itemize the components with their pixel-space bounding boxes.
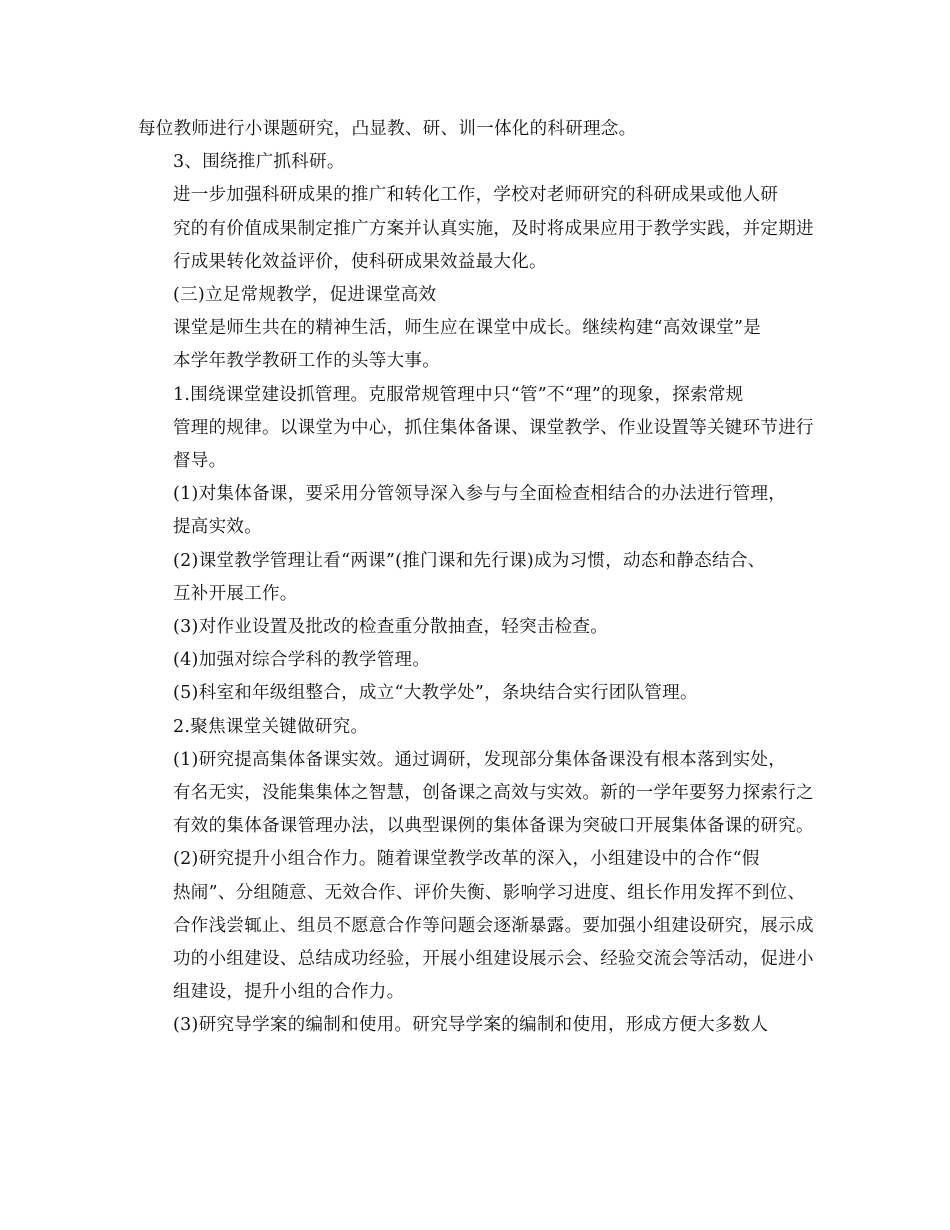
- text-line: 每位教师进行小课题研究，凸显教、研、训一体化的科研理念。: [138, 119, 637, 139]
- text-line: 互补开展工作。: [173, 583, 298, 604]
- paragraph: [138, 478, 828, 544]
- text-line: 1.围绕课堂建设抓管理。克服常规管理中只“管”不“理”的现象，探索常规: [173, 384, 744, 405]
- text-line: 提高实效。: [173, 517, 262, 538]
- paragraph: [138, 1009, 828, 1042]
- text-line: (5)科室和年级组整合，成立“大教学处”，条块结合实行团队管理。: [173, 683, 698, 704]
- text-line: (3)研究导学案的编制和使用。研究导学案的编制和使用，形成方便大多数人: [173, 1015, 769, 1036]
- text-line: 组建设，提升小组的合作力。: [173, 982, 405, 1003]
- text-line: 合作浅尝辄止、组员不愿意合作等问题会逐渐暴露。要加强小组建设研究，展示成: [173, 915, 814, 936]
- text-line: 有名无实，没能集集体之智慧，创备课之高效与实效。新的一学年要努力探索行之: [173, 783, 814, 804]
- text-line: 有效的集体备课管理办法，以典型课例的集体备课为突破口开展集体备课的研究。: [173, 816, 814, 837]
- paragraph: [138, 744, 828, 844]
- paragraph: [138, 843, 828, 1009]
- paragraph: [138, 312, 828, 378]
- paragraph: [138, 379, 828, 479]
- text-line: 3、围绕推广抓科研。: [173, 152, 345, 173]
- text-line: 进一步加强科研成果的推广和转化工作，学校对老师研究的科研成果或他人研: [173, 185, 779, 206]
- text-line: (2)课堂教学管理让看“两课”(推门课和先行课)成为习惯，动态和静态结合、: [173, 550, 766, 571]
- text-line: (1)研究提高集体备课实效。通过调研，发现部分集体备课没有根本落到实处，: [173, 749, 787, 770]
- paragraph: [138, 545, 828, 611]
- text-line: (4)加强对综合学科的教学管理。: [173, 650, 431, 671]
- paragraph: [138, 113, 828, 146]
- paragraph: [138, 146, 828, 179]
- text-line: 2.聚焦课堂关键做研究。: [173, 716, 369, 737]
- text-line: 热闹”、分组随意、无效合作、评价失衡、影响学习进度、组长作用发挥不到位、: [173, 882, 806, 903]
- text-line: (1)对集体备课，要采用分管领导深入参与与全面检查相结合的办法进行管理，: [173, 484, 787, 505]
- text-line: (2)研究提升小组合作力。随着课堂教学改革的深入，小组建设中的合作“假: [173, 849, 760, 870]
- text-line: 课堂是师生共在的精神生活，师生应在课堂中成长。继续构建“高效课堂”是: [173, 318, 762, 339]
- text-line: 功的小组建设、总结成功经验，开展小组建设展示会、经验交流会等活动，促进小: [173, 949, 814, 970]
- text-line: 管理的规律。以课堂为中心，抓住集体备课、课堂教学、作业设置等关键环节进行: [173, 417, 814, 438]
- paragraph: [138, 179, 828, 279]
- text-line: (三)立足常规教学，促进课堂高效: [173, 285, 437, 306]
- text-line: 督导。: [173, 451, 227, 472]
- text-line: (3)对作业设置及批改的检查重分散抽查，轻突击检查。: [173, 617, 609, 638]
- paragraph: [138, 279, 828, 312]
- text-line: 本学年教学教研工作的头等大事。: [173, 351, 440, 372]
- text-line: 行成果转化效益评价，使科研成果效益最大化。: [173, 251, 547, 272]
- paragraph: [138, 644, 828, 677]
- paragraph: [138, 711, 828, 744]
- paragraph: [138, 677, 828, 710]
- document-body: [138, 113, 828, 1043]
- paragraph: [138, 611, 828, 644]
- text-line: 究的有价值成果制定推广方案并认真实施，及时将成果应用于教学实践，并定期进: [173, 218, 814, 239]
